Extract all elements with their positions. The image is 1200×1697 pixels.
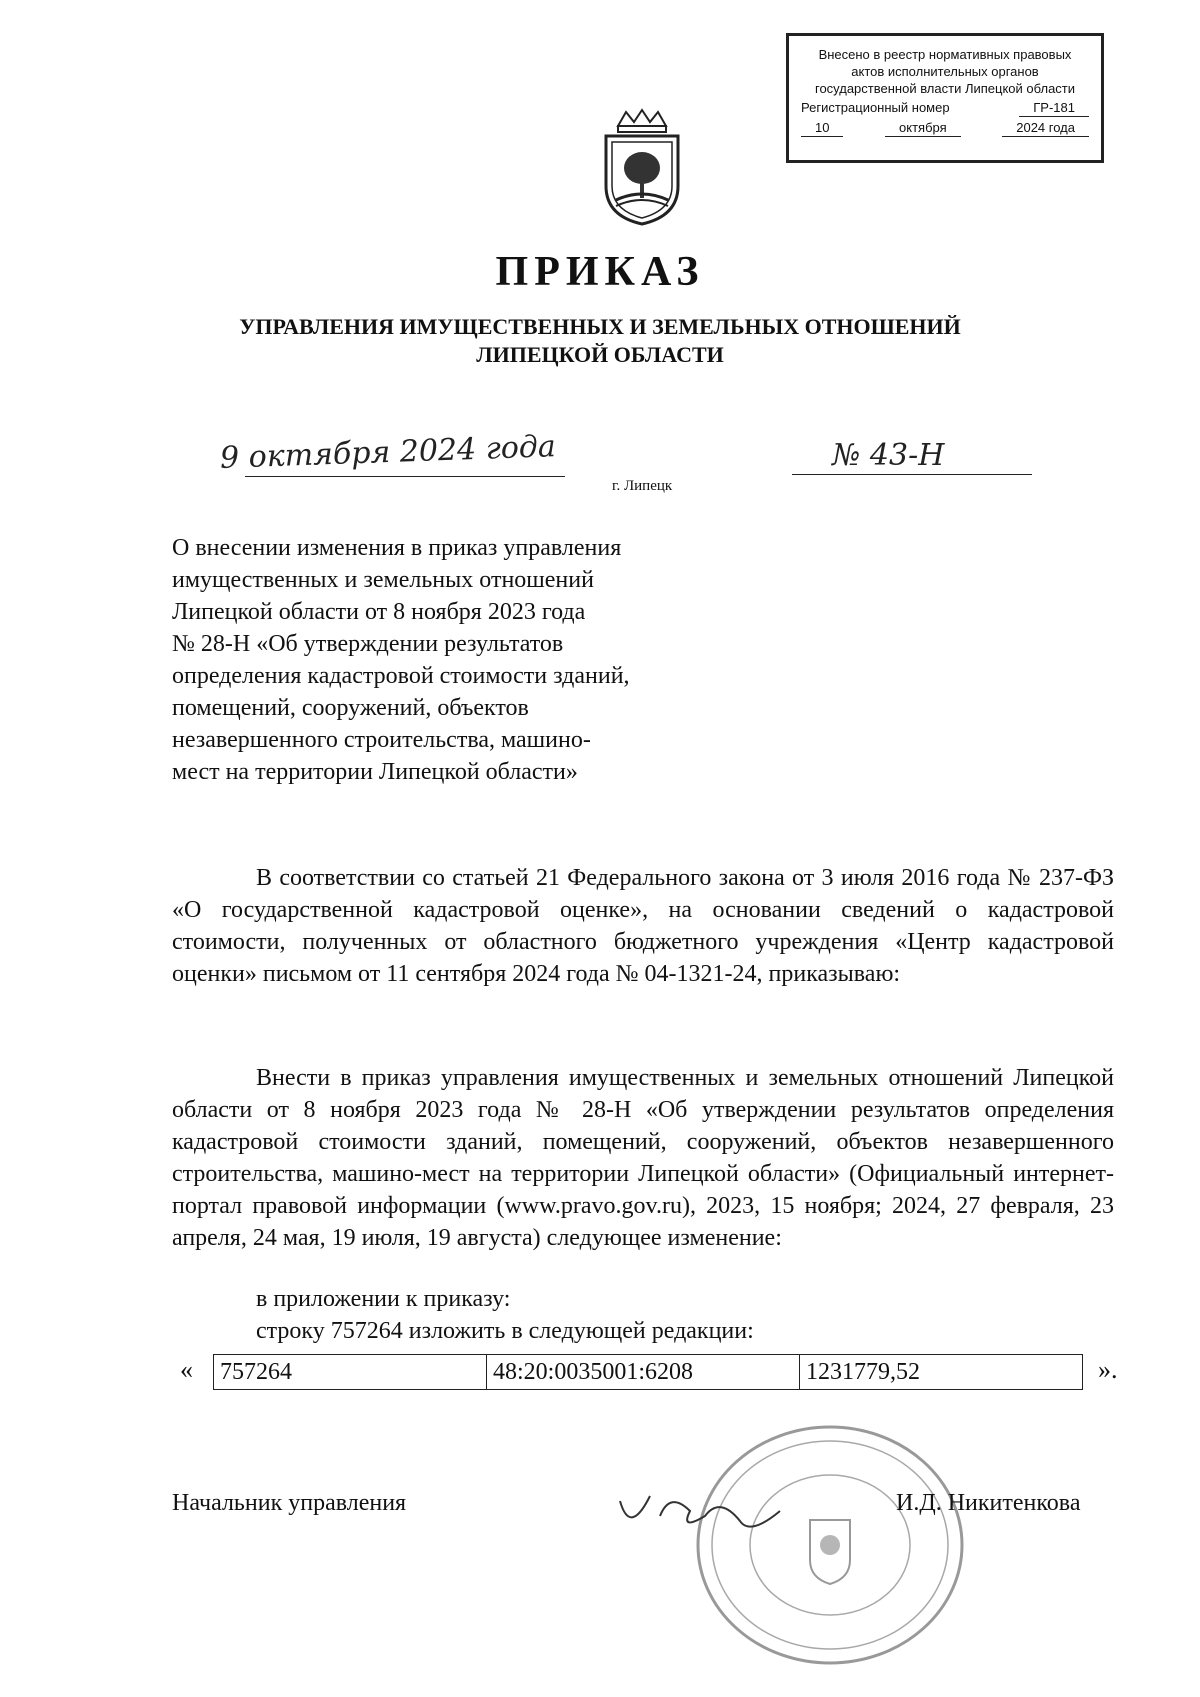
- registry-number-row: [789, 99, 1101, 117]
- registry-day: 10: [801, 119, 843, 137]
- registry-line-3: государственной власти Липецкой области: [814, 81, 1076, 96]
- document-title: ПРИКАЗ: [495, 249, 705, 295]
- heading-line: № 28-Н «Об утверждении результатов: [172, 631, 564, 657]
- registry-date-row: [789, 119, 1101, 137]
- handwritten-date: 9 октября 2024 года: [219, 429, 557, 476]
- registry-month: октября: [885, 119, 961, 137]
- heading-line: О внесении изменения в приказ управления: [172, 535, 622, 561]
- signatory-position: Начальник управления: [172, 1490, 407, 1516]
- body-line-row: строку 757264 изложить в следующей редакции:: [256, 1318, 754, 1344]
- replacement-row-table: [213, 1354, 1083, 1390]
- coat-of-arms-icon: [596, 108, 688, 228]
- heading-line: определения кадастровой стоимости зданий,: [172, 663, 630, 689]
- heading-line: незавершенного строительства, машино-: [172, 727, 591, 753]
- subtitle-line-1: УПРАВЛЕНИЯ ИМУЩЕСТВЕННЫХ И ЗЕМЕЛЬНЫХ ОТНОШЕНИЙ: [239, 314, 961, 339]
- order-heading: [172, 532, 732, 788]
- table-cell-cadastral-number: 48:20:0035001:6208: [487, 1355, 800, 1390]
- registry-line-1: Внесено в реестр нормативных правовых: [818, 47, 1072, 62]
- handwritten-number: № 43-Н: [832, 438, 945, 473]
- heading-line: Липецкой области от 8 ноября 2023 года: [172, 599, 586, 625]
- table-cell-row-number: 757264: [214, 1355, 487, 1390]
- heading-line: имущественных и земельных отношений: [172, 567, 594, 593]
- heading-line: помещений, сооружений, объектов: [172, 695, 529, 721]
- heading-line: мест на территории Липецкой области»: [172, 759, 578, 785]
- table-cell-cadastral-value: 1231779,52: [800, 1355, 1083, 1390]
- body-line-appendix: в приложении к приказу:: [256, 1286, 511, 1312]
- handwritten-signature-icon: [610, 1476, 890, 1546]
- registry-number: ГР-181: [1019, 99, 1089, 117]
- table-open-quote: «: [180, 1355, 193, 1384]
- document-subtitle: [0, 313, 1200, 369]
- registry-year: 2024 года: [1002, 119, 1089, 137]
- body-paragraph-1: В соответствии со статьей 21 Федерального закона от 3 июля 2016 года № 237-ФЗ «О государственной кадастровой оценке», на основании сведений о кадастровой стоимости, полученных от областного бюджетного учреждения «Центр кадастровой оценки» письмом от 11 сентября 2024 года № 04-1321-24, приказываю:: [172, 865, 1114, 987]
- table-row: [214, 1355, 1083, 1390]
- subtitle-line-2: ЛИПЕЦКОЙ ОБЛАСТИ: [476, 342, 724, 367]
- signatory-name: И.Д. Никитенкова: [896, 1490, 1081, 1516]
- date-underline: [245, 476, 565, 477]
- registry-line-2: актов исполнительных органов: [851, 64, 1039, 79]
- number-underline: [792, 474, 1032, 475]
- body-paragraph-2: Внести в приказ управления имущественных и земельных отношений Липецкой области от 8 ноября 2023 года № 28-Н «Об утверждении результатов определения кадастровой стоимости зданий, помещений, сооружений, объектов незавершенного строительства, машино-мест на территории Липецкой области» (Официальный интернет-портал правовой информации (www.pravo.gov.ru), 2023, 15 ноября; 2024, 27 февраля, 23 апреля, 24 мая, 19 июля, 19 августа) следующее изменение:: [172, 1065, 1114, 1251]
- table-close-quote: ».: [1098, 1355, 1118, 1384]
- registry-number-label: Регистрационный номер: [801, 100, 950, 115]
- registry-stamp: [786, 33, 1104, 163]
- city-label: г. Липецк: [612, 478, 673, 494]
